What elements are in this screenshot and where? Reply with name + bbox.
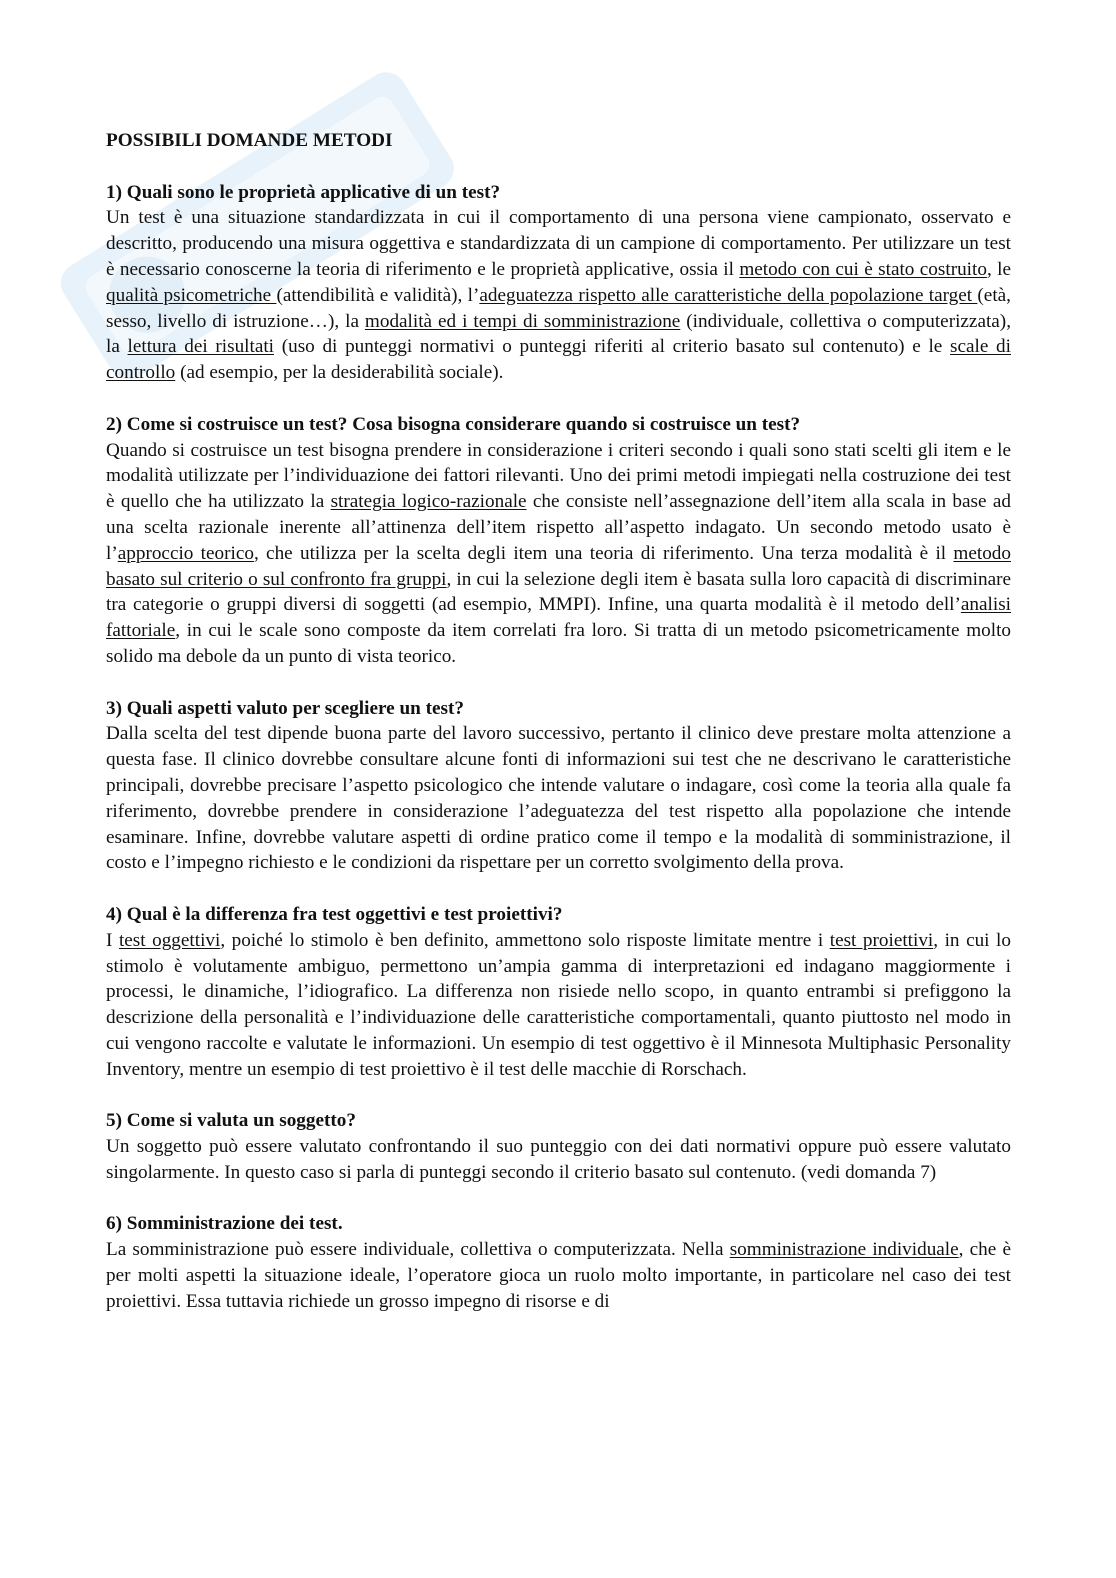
answer-text: Un test è una situazione standardizzata in cui il comportamento di una persona viene campionato, osservato e descritto, producendo una misura oggettiva e standardizzata di un campione di comportamento. Per utilizzare un test è necessario conoscerne la teoria di riferimento e le proprietà applicative, ossia il xyxy=(106,207,1011,280)
answer-text: (ad esempio, per la desiderabilità sociale). xyxy=(175,362,504,384)
underlined-term: metodo basato sul criterio o sul confronto fra gruppi xyxy=(106,542,1011,590)
qa-section xyxy=(106,180,1011,386)
answer-text: che consiste nell’assegnazione dell’item alla scala in base ad una scelta razionale inerente all’attinenza dell’item rispetto all’aspetto indagato. Un secondo metodo usato è l’ xyxy=(106,491,1011,564)
underlined-term: scale di controllo xyxy=(106,336,1011,384)
underlined-term: test oggettivi xyxy=(118,929,221,951)
underlined-term: strategia logico-razionale xyxy=(330,491,527,513)
answer-text: , che utilizza per la scelta degli item una teoria di riferimento. Una terza modalità è il xyxy=(253,542,954,564)
qa-list xyxy=(106,180,1011,1315)
answer-text: , in cui la selezione degli item è basata sulla loro capacità di discriminare tra categorie o gruppi diversi di soggetti (ad esempio, MMPI). Infine, una quarta modalità è il metodo dell’ xyxy=(106,568,1011,616)
question-heading: 4) Qual è la differenza fra test oggettivi e test proiettivi? xyxy=(106,903,563,925)
answer-text: Quando si costruisce un test bisogna prendere in considerazione i criteri secondo i quali sono stati scelti gli item e le modalità utilizzate per l’individuazione dei fattori rilevanti. Uno dei primi metodi impiegati nella costruzione dei test è quello che ha utilizzato la xyxy=(106,439,1011,513)
answer-paragraph xyxy=(106,205,1011,386)
underlined-term: somministrazione individuale xyxy=(729,1239,959,1261)
question-heading: 1) Quali sono le proprietà applicative di un test? xyxy=(106,181,501,203)
answer-text: La somministrazione può essere individuale, collettiva o computerizzata. Nella xyxy=(106,1239,730,1261)
answer-text: (individuale, collettiva o computerizzata), la xyxy=(106,310,1011,358)
underlined-term: test proiettivi xyxy=(829,929,934,951)
question-heading: 6) Somministrazione dei test. xyxy=(106,1213,343,1235)
underlined-term: adeguatezza rispetto alle caratteristiche della popolazione target xyxy=(479,284,978,306)
answer-paragraph xyxy=(106,1237,1011,1314)
answer-text: Un soggetto può essere valutato confrontando il suo punteggio con dei dati normativi oppure può essere valutato singolarmente. In questo caso si parla di punteggi secondo il criterio basato sul contenuto. (vedi domanda 7) xyxy=(106,1136,1011,1183)
underlined-term: qualità psicometriche xyxy=(106,284,277,306)
answer-paragraph xyxy=(106,721,1011,876)
answer-text: , che è per molti aspetti la situazione ideale, l’operatore gioca un ruolo molto importante, in particolare nel caso dei test proiettivi. Essa tuttavia richiede un grosso impegno di risorse e di xyxy=(106,1239,1012,1312)
document-page xyxy=(106,128,1011,1340)
answer-text: , in cui le scale sono composte da item correlati fra loro. Si tratta di un metodo psicometricamente molto solido ma debole da un punto di vista teorico. xyxy=(106,620,1011,667)
underlined-term: metodo con cui è stato costruito xyxy=(739,258,987,280)
underlined-term: approccio teorico xyxy=(117,542,254,564)
answer-text: (età, sesso, livello di istruzione…), la xyxy=(106,284,1011,332)
underlined-term: lettura dei risultati xyxy=(127,336,275,358)
qa-section xyxy=(106,1211,1011,1314)
answer-text: I xyxy=(106,929,119,951)
underlined-term: analisi fattoriale xyxy=(106,594,1011,642)
answer-text: , poiché lo stimolo è ben definito, ammettono solo risposte limitate mentre i xyxy=(220,929,830,951)
answer-text: (uso di punteggi normativi o punteggi riferiti al criterio basato sul contenuto) e le xyxy=(274,336,951,358)
answer-paragraph xyxy=(106,1134,1011,1186)
answer-text: , in cui lo stimolo è volutamente ambiguo, permettono un’ampia gamma di interpretazioni ed indagano maggiormente i processi, le dinamiche, l’idiografico. La differenza non risiede nello scopo, in quanto entrambi si prefiggono la descrizione della personalità e l’individuazione delle caratteristiche comportamentali, quanto piuttosto nel modo in cui vengono raccolte e valutate le informazioni. Un esempio di test oggettivo è il Minnesota Multiphasic Personality Inventory, mentre un esempio di test proiettivo è il test delle macchie di Rorschach. xyxy=(106,929,1011,1080)
qa-section xyxy=(106,902,1011,1083)
answer-text: , le xyxy=(986,258,1011,280)
qa-section xyxy=(106,1108,1011,1185)
qa-section xyxy=(106,696,1011,877)
underlined-term: modalità ed i tempi di somministrazione xyxy=(364,310,681,332)
answer-text: (attendibilità e validità), l’ xyxy=(276,284,480,306)
document-title: POSSIBILI DOMANDE METODI xyxy=(106,130,393,151)
answer-paragraph xyxy=(106,438,1011,670)
answer-paragraph xyxy=(106,928,1011,1083)
question-heading: 2) Come si costruisce un test? Cosa bisogna considerare quando si costruisce un test? xyxy=(106,413,801,435)
question-heading: 3) Quali aspetti valuto per scegliere un test? xyxy=(106,697,464,719)
qa-section xyxy=(106,412,1011,670)
question-heading: 5) Come si valuta un soggetto? xyxy=(106,1110,356,1132)
answer-text: Dalla scelta del test dipende buona parte del lavoro successivo, pertanto il clinico deve prestare molta attenzione a questa fase. Il clinico dovrebbe consultare alcune fonti di informazioni sui test che ne descrivano le caratteristiche principali, dovrebbe precisare l’aspetto psicologico che intende valutare o indagare, così come la teoria alla quale fa riferimento, dovrebbe prendere in considerazione l’adeguatezza del test rispetto alla popolazione che intende esaminare. Infine, dovrebbe valutare aspetti di ordine pratico come il tempo e la modalità di somministrazione, il costo e l’impegno richiesto e le condizioni da rispettare per un corretto svolgimento della prova. xyxy=(106,723,1011,874)
